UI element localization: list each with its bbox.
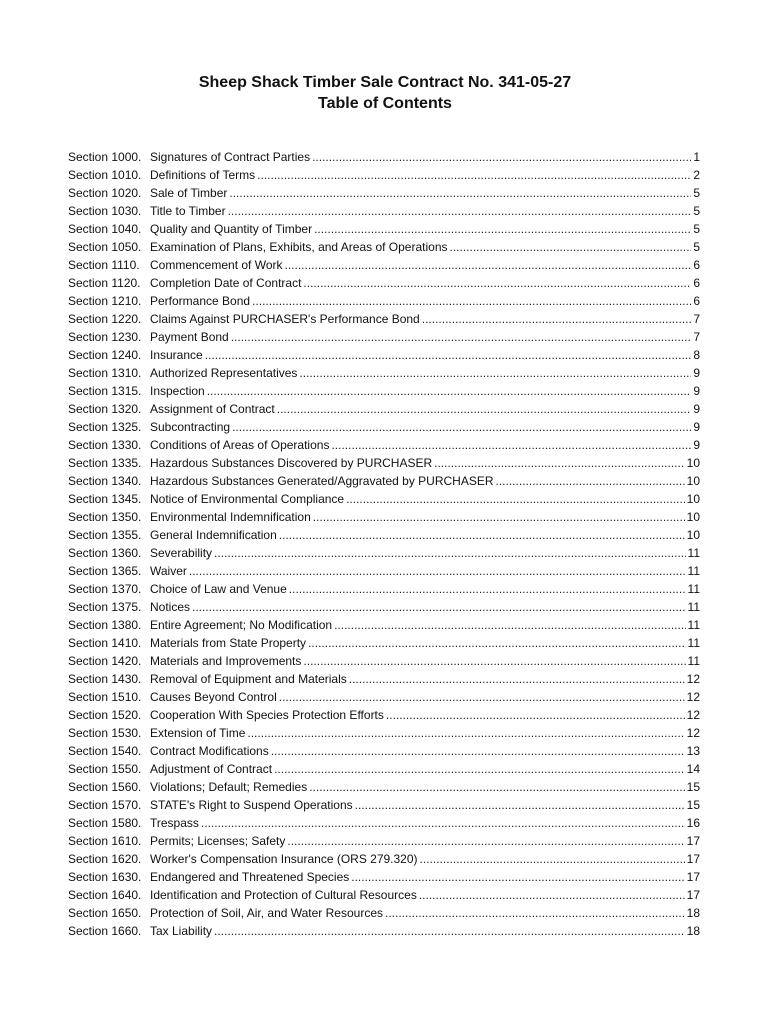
toc-entry bbox=[68, 544, 700, 562]
toc-entry bbox=[68, 508, 700, 526]
toc-entry bbox=[68, 724, 700, 742]
toc-section-title: Violations; Default; Remedies bbox=[150, 780, 308, 794]
toc-page-number: 6 bbox=[693, 276, 700, 290]
toc-entry bbox=[68, 256, 700, 274]
toc-dot-leader bbox=[214, 922, 685, 940]
toc-page-number: 10 bbox=[686, 456, 700, 470]
toc-entry bbox=[68, 706, 700, 724]
toc-page-number: 14 bbox=[686, 762, 700, 776]
toc-entry bbox=[68, 184, 700, 202]
toc-dot-leader bbox=[279, 688, 685, 706]
document-subtitle: Table of Contents bbox=[318, 95, 452, 112]
toc-entry bbox=[68, 454, 700, 472]
toc-section-number: Section 1650. bbox=[68, 906, 142, 920]
toc-dot-leader bbox=[279, 526, 685, 544]
toc-dot-leader bbox=[308, 634, 685, 652]
toc-dot-leader bbox=[231, 328, 692, 346]
toc-section-number: Section 1330. bbox=[68, 438, 142, 452]
toc-section-title: Notices bbox=[150, 600, 191, 614]
toc-page-number: 7 bbox=[693, 330, 700, 344]
toc-page-number: 5 bbox=[693, 186, 700, 200]
toc-entry bbox=[68, 472, 700, 490]
toc-page-number: 10 bbox=[686, 492, 700, 506]
toc-dot-leader bbox=[351, 868, 684, 886]
toc-dot-leader bbox=[228, 202, 692, 220]
toc-dot-leader bbox=[496, 472, 685, 490]
toc-section-title: Commencement of Work bbox=[150, 258, 283, 272]
toc-dot-leader bbox=[201, 814, 685, 832]
toc-section-number: Section 1360. bbox=[68, 546, 142, 560]
toc-dot-leader bbox=[192, 598, 686, 616]
toc-entry bbox=[68, 562, 700, 580]
toc-page-number: 10 bbox=[686, 510, 700, 524]
toc-section-number: Section 1410. bbox=[68, 636, 142, 650]
toc-section-title: Protection of Soil, Air, and Water Resources bbox=[150, 906, 383, 920]
toc-section-number: Section 1610. bbox=[68, 834, 142, 848]
toc-page-number: 11 bbox=[687, 654, 700, 668]
toc-section-title: Subcontracting bbox=[150, 420, 231, 434]
toc-page-number: 12 bbox=[686, 672, 700, 686]
toc-entry bbox=[68, 364, 700, 382]
toc-dot-leader bbox=[285, 256, 692, 274]
toc-entry bbox=[68, 796, 700, 814]
toc-dot-leader bbox=[205, 346, 692, 364]
toc-entry bbox=[68, 148, 700, 166]
toc-section-number: Section 1230. bbox=[68, 330, 142, 344]
toc-section-number: Section 1010. bbox=[68, 168, 142, 182]
toc-page-number: 5 bbox=[693, 240, 700, 254]
toc-section-number: Section 1630. bbox=[68, 870, 142, 884]
toc-dot-leader bbox=[420, 850, 685, 868]
table-of-contents bbox=[68, 148, 700, 940]
toc-dot-leader bbox=[346, 490, 685, 508]
toc-section-title: Signatures of Contract Parties bbox=[150, 150, 311, 164]
toc-section-title: Insurance bbox=[150, 348, 203, 362]
toc-page-number: 17 bbox=[686, 852, 700, 866]
toc-entry bbox=[68, 742, 700, 760]
toc-page-number: 9 bbox=[693, 402, 700, 416]
toc-dot-leader bbox=[312, 148, 691, 166]
toc-section-number: Section 1325. bbox=[68, 420, 142, 434]
toc-dot-leader bbox=[309, 778, 684, 796]
toc-entry bbox=[68, 922, 700, 940]
toc-section-title: Assignment of Contract bbox=[150, 402, 275, 416]
toc-entry bbox=[68, 418, 700, 436]
toc-page-number: 5 bbox=[693, 204, 700, 218]
toc-section-title: Extension of Time bbox=[150, 726, 246, 740]
toc-dot-leader bbox=[289, 580, 686, 598]
toc-page-number: 12 bbox=[686, 708, 700, 722]
toc-section-number: Section 1560. bbox=[68, 780, 142, 794]
toc-section-title: Authorized Representatives bbox=[150, 366, 298, 380]
toc-page-number: 12 bbox=[686, 690, 700, 704]
toc-section-number: Section 1030. bbox=[68, 204, 142, 218]
toc-entry bbox=[68, 328, 700, 346]
toc-section-title: Performance Bond bbox=[150, 294, 251, 308]
toc-section-number: Section 1120. bbox=[68, 276, 141, 290]
toc-dot-leader bbox=[271, 742, 685, 760]
toc-section-number: Section 1420. bbox=[68, 654, 142, 668]
toc-dot-leader bbox=[207, 382, 692, 400]
toc-entry bbox=[68, 166, 700, 184]
toc-section-number: Section 1220. bbox=[68, 312, 142, 326]
toc-section-number: Section 1520. bbox=[68, 708, 142, 722]
toc-entry bbox=[68, 310, 700, 328]
toc-page-number: 16 bbox=[686, 816, 700, 830]
toc-page-number: 17 bbox=[686, 888, 700, 902]
toc-entry bbox=[68, 202, 700, 220]
toc-entry bbox=[68, 598, 700, 616]
toc-dot-leader bbox=[252, 292, 691, 310]
toc-section-number: Section 1530. bbox=[68, 726, 142, 740]
toc-entry bbox=[68, 886, 700, 904]
toc-page-number: 15 bbox=[686, 780, 700, 794]
toc-dot-leader bbox=[303, 274, 691, 292]
toc-dot-leader bbox=[229, 184, 691, 202]
toc-page-number: 11 bbox=[687, 564, 700, 578]
toc-section-title: Endangered and Threatened Species bbox=[150, 870, 350, 884]
toc-dot-leader bbox=[334, 616, 685, 634]
toc-entry bbox=[68, 652, 700, 670]
toc-section-title: Sale of Timber bbox=[150, 186, 228, 200]
toc-section-title: Entire Agreement; No Modification bbox=[150, 618, 333, 632]
toc-page-number: 10 bbox=[686, 528, 700, 542]
toc-dot-leader bbox=[189, 562, 686, 580]
toc-dot-leader bbox=[422, 310, 692, 328]
toc-section-number: Section 1000. bbox=[68, 150, 142, 164]
toc-section-number: Section 1580. bbox=[68, 816, 142, 830]
toc-section-number: Section 1570. bbox=[68, 798, 142, 812]
toc-section-title: Severability bbox=[150, 546, 213, 560]
toc-section-title: Payment Bond bbox=[150, 330, 229, 344]
toc-section-title: Materials from State Property bbox=[150, 636, 307, 650]
toc-section-number: Section 1345. bbox=[68, 492, 142, 506]
toc-section-number: Section 1320. bbox=[68, 402, 142, 416]
toc-entry bbox=[68, 670, 700, 688]
toc-entry bbox=[68, 220, 700, 238]
toc-dot-leader bbox=[385, 904, 685, 922]
toc-section-title: Tax Liability bbox=[150, 924, 213, 938]
toc-section-title: Title to Timber bbox=[150, 204, 226, 218]
toc-page-number: 17 bbox=[686, 870, 700, 884]
toc-dot-leader bbox=[314, 220, 691, 238]
toc-section-number: Section 1310. bbox=[68, 366, 142, 380]
toc-section-number: Section 1375. bbox=[68, 600, 142, 614]
toc-dot-leader bbox=[419, 886, 685, 904]
toc-page-number: 9 bbox=[693, 420, 700, 434]
toc-entry bbox=[68, 616, 700, 634]
toc-section-title: Environmental Indemnification bbox=[150, 510, 311, 524]
toc-section-title: Identification and Protection of Cultural Resources bbox=[150, 888, 417, 902]
toc-section-number: Section 1050. bbox=[68, 240, 142, 254]
toc-entry bbox=[68, 868, 700, 886]
toc-section-number: Section 1210. bbox=[68, 294, 142, 308]
toc-entry bbox=[68, 436, 700, 454]
toc-dot-leader bbox=[303, 652, 685, 670]
toc-section-title: Completion Date of Contract bbox=[150, 276, 302, 290]
toc-dot-leader bbox=[355, 796, 685, 814]
toc-section-number: Section 1315. bbox=[68, 384, 142, 398]
toc-section-title: Worker's Compensation Insurance (ORS 279.320) bbox=[150, 852, 418, 866]
toc-section-title: STATE's Right to Suspend Operations bbox=[150, 798, 353, 812]
toc-dot-leader bbox=[386, 706, 685, 724]
toc-entry bbox=[68, 634, 700, 652]
toc-entry bbox=[68, 580, 700, 598]
toc-section-title: Examination of Plans, Exhibits, and Areas of Operations bbox=[150, 240, 448, 254]
toc-section-title: Quality and Quantity of Timber bbox=[150, 222, 313, 236]
toc-entry bbox=[68, 490, 700, 508]
toc-entry bbox=[68, 400, 700, 418]
toc-entry bbox=[68, 760, 700, 778]
toc-entry bbox=[68, 346, 700, 364]
toc-section-title: Materials and Improvements bbox=[150, 654, 302, 668]
document-title: Sheep Shack Timber Sale Contract No. 341-05-27 bbox=[198, 74, 572, 91]
toc-page-number: 18 bbox=[686, 906, 700, 920]
toc-page-number: 11 bbox=[687, 546, 700, 560]
toc-page-number: 13 bbox=[686, 744, 700, 758]
toc-section-title: Waiver bbox=[150, 564, 187, 578]
toc-section-number: Section 1340. bbox=[68, 474, 142, 488]
toc-dot-leader bbox=[277, 400, 692, 418]
toc-section-title: Causes Beyond Control bbox=[150, 690, 277, 704]
toc-page-number: 9 bbox=[693, 366, 700, 380]
toc-entry bbox=[68, 274, 700, 292]
toc-entry bbox=[68, 526, 700, 544]
toc-section-title: Hazardous Substances Generated/Aggravated by PURCHASER bbox=[150, 474, 494, 488]
toc-section-number: Section 1240. bbox=[68, 348, 142, 362]
toc-entry bbox=[68, 850, 700, 868]
toc-section-title: Trespass bbox=[150, 816, 199, 830]
toc-section-title: Conditions of Areas of Operations bbox=[150, 438, 330, 452]
toc-section-number: Section 1660. bbox=[68, 924, 142, 938]
toc-entry bbox=[68, 832, 700, 850]
toc-page-number: 1 bbox=[693, 150, 700, 164]
toc-section-number: Section 1110. bbox=[68, 258, 140, 272]
toc-section-title: General Indemnification bbox=[150, 528, 277, 542]
toc-entry bbox=[68, 814, 700, 832]
toc-section-title: Removal of Equipment and Materials bbox=[150, 672, 347, 686]
toc-section-title: Adjustment of Contract bbox=[150, 762, 273, 776]
toc-dot-leader bbox=[313, 508, 685, 526]
toc-section-number: Section 1430. bbox=[68, 672, 142, 686]
toc-entry bbox=[68, 904, 700, 922]
toc-page-number: 8 bbox=[693, 348, 700, 362]
toc-dot-leader bbox=[434, 454, 685, 472]
toc-dot-leader bbox=[450, 238, 692, 256]
toc-page-number: 12 bbox=[686, 726, 700, 740]
toc-dot-leader bbox=[287, 832, 684, 850]
toc-page-number: 17 bbox=[686, 834, 700, 848]
toc-section-title: Choice of Law and Venue bbox=[150, 582, 287, 596]
toc-page-number: 7 bbox=[693, 312, 700, 326]
toc-section-number: Section 1370. bbox=[68, 582, 142, 596]
toc-section-title: Cooperation With Species Protection Efforts bbox=[150, 708, 384, 722]
toc-dot-leader bbox=[349, 670, 685, 688]
toc-section-number: Section 1510. bbox=[68, 690, 142, 704]
toc-section-number: Section 1620. bbox=[68, 852, 142, 866]
toc-dot-leader bbox=[331, 436, 691, 454]
toc-section-number: Section 1550. bbox=[68, 762, 142, 776]
toc-section-title: Hazardous Substances Discovered by PURCHASER bbox=[150, 456, 433, 470]
toc-section-number: Section 1020. bbox=[68, 186, 142, 200]
toc-section-number: Section 1355. bbox=[68, 528, 142, 542]
toc-dot-leader bbox=[299, 364, 691, 382]
toc-dot-leader bbox=[274, 760, 685, 778]
toc-page-number: 11 bbox=[687, 600, 700, 614]
toc-page-number: 11 bbox=[687, 618, 700, 632]
toc-page-number: 6 bbox=[693, 258, 700, 272]
toc-page-number: 18 bbox=[686, 924, 700, 938]
toc-dot-leader bbox=[257, 166, 691, 184]
toc-section-title: Definitions of Terms bbox=[150, 168, 256, 182]
toc-page-number: 11 bbox=[687, 636, 700, 650]
toc-page-number: 2 bbox=[693, 168, 700, 182]
toc-section-title: Notice of Environmental Compliance bbox=[150, 492, 345, 506]
toc-page-number: 11 bbox=[687, 582, 700, 596]
toc-entry bbox=[68, 688, 700, 706]
toc-section-title: Inspection bbox=[150, 384, 205, 398]
toc-page-number: 9 bbox=[693, 384, 700, 398]
toc-section-number: Section 1540. bbox=[68, 744, 142, 758]
toc-section-title: Claims Against PURCHASER's Performance Bond bbox=[150, 312, 420, 326]
toc-entry bbox=[68, 292, 700, 310]
toc-dot-leader bbox=[232, 418, 691, 436]
toc-page-number: 5 bbox=[693, 222, 700, 236]
toc-entry bbox=[68, 778, 700, 796]
toc-page-number: 10 bbox=[686, 474, 700, 488]
toc-section-number: Section 1335. bbox=[68, 456, 142, 470]
toc-section-number: Section 1640. bbox=[68, 888, 142, 902]
toc-section-number: Section 1350. bbox=[68, 510, 142, 524]
toc-dot-leader bbox=[214, 544, 686, 562]
toc-section-number: Section 1040. bbox=[68, 222, 142, 236]
toc-dot-leader bbox=[247, 724, 684, 742]
toc-section-number: Section 1365. bbox=[68, 564, 142, 578]
toc-entry bbox=[68, 382, 700, 400]
toc-section-title: Contract Modifications bbox=[150, 744, 269, 758]
toc-page-number: 15 bbox=[686, 798, 700, 812]
toc-entry bbox=[68, 238, 700, 256]
toc-section-number: Section 1380. bbox=[68, 618, 142, 632]
toc-page-number: 6 bbox=[693, 294, 700, 308]
toc-page-number: 9 bbox=[693, 438, 700, 452]
toc-section-title: Permits; Licenses; Safety bbox=[150, 834, 286, 848]
